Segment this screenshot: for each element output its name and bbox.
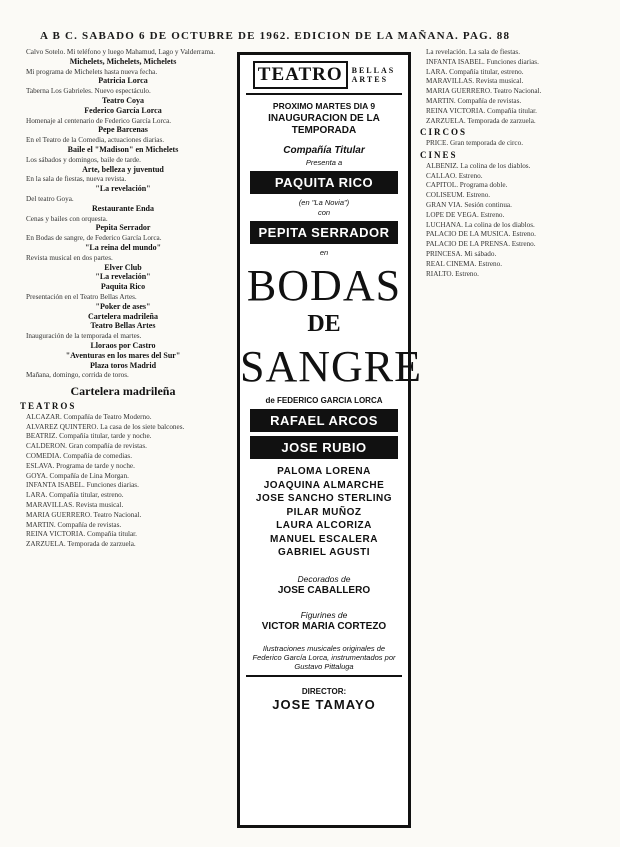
sets-name: JOSE CABALLERO: [277, 584, 371, 596]
listing-text: Los sábados y domingos, baile de tarde.: [26, 155, 141, 164]
star-3-banner: RAFAEL ARCOS: [250, 409, 398, 432]
cast-member: JOAQUINA ALMARCHE: [263, 479, 385, 491]
cast-member: JOSE SANCHO STERLING: [255, 493, 393, 504]
cast-member: MANUEL ESCALERA: [270, 533, 378, 545]
listing-text: BEATRIZ. Compañía titular, tarde y noche.: [26, 432, 152, 441]
logo-sub-2: ARTES: [351, 75, 389, 84]
listing-text: Inauguración de la temporada el martes.: [26, 332, 142, 341]
listing-title: Teatro Coya: [102, 95, 144, 105]
listing-text: ESLAVA. Programa de tarde y noche.: [26, 461, 135, 470]
star-4-banner: JOSE RUBIO: [250, 436, 398, 459]
music-note: Ilustraciones musicales originales de Federico García Lorca, instrumentados por Gustavo Pittaluga: [252, 643, 396, 671]
listing-title: Pepita Serrador: [95, 223, 151, 233]
listing-title: Arte, belleza y juventud: [82, 164, 164, 174]
listing-title: "La revelación": [95, 272, 151, 282]
listing-text: Homenaje al centenario de Federico García Lorca.: [26, 116, 172, 125]
director-name: JOSE TAMAYO: [272, 696, 376, 712]
star-1-banner: PAQUITA RICO: [250, 171, 398, 194]
listing-title: Baile el "Madison" en Michelets: [67, 144, 179, 154]
play-title-2: DE: [307, 311, 341, 337]
with-line: con: [317, 208, 331, 217]
right-column-listings: [420, 48, 610, 838]
listing-text: INFANTA ISABEL. Funciones diarias.: [426, 57, 539, 66]
listing-title: Cartelera madrileña: [88, 311, 158, 321]
listing-text: En la sala de fiestas, nueva revista.: [26, 175, 127, 184]
listing-title: "La revelación": [95, 184, 151, 194]
listing-text: REINA VICTORIA. Compañía titular.: [426, 106, 537, 115]
presents-line: Presenta a: [305, 158, 343, 167]
divider: [246, 675, 402, 677]
listing-title: Michelets, Michelets, Michelets: [69, 56, 177, 66]
star-2-banner: PEPITA SERRADOR: [250, 221, 398, 244]
cast-list: [240, 465, 408, 560]
listing-text: MARAVILLAS. Revista musical.: [26, 501, 124, 510]
listing-text: RIALTO. Estreno.: [426, 269, 479, 278]
costumes-label: Figurines de: [300, 609, 348, 620]
listing-text: CALDERON. Gran compañía de revistas.: [26, 442, 147, 451]
listing-text: MARIA GUERRERO. Teatro Nacional.: [26, 510, 142, 519]
listing-text: En Bodas de sangre, de Federico García Lorca.: [26, 234, 162, 243]
divider: [246, 93, 402, 95]
page-header: A B C. SABADO 6 DE OCTUBRE DE 1962. EDICION DE LA MAÑANA. PAG. 88: [40, 30, 511, 42]
listing-text: En el Teatro de la Comedia, actuaciones diarias.: [26, 136, 165, 145]
listing-title: Teatro Bellas Artes: [90, 321, 156, 331]
listing-title: Restaurante Enda: [91, 203, 154, 213]
listing-text: MARAVILLAS. Revista musical.: [426, 77, 524, 86]
costumes-name: VICTOR MARIA CORTEZO: [261, 620, 387, 632]
theater-advertisement: [237, 52, 423, 828]
listing-title: Lloraos por Castro: [90, 340, 156, 350]
star-1-note: (en "La Novia"): [298, 198, 350, 207]
listing-text: MARIA GUERRERO. Teatro Nacional.: [426, 87, 542, 96]
section-heading: CIRCOS: [420, 127, 468, 138]
left-column-listings: [20, 48, 226, 838]
in-line: en: [319, 248, 329, 257]
opening-line: INAUGURACION DE LA TEMPORADA: [268, 113, 380, 136]
logo-sub-1: BELLAS: [351, 66, 396, 75]
cast-member: PALOMA LORENA: [277, 466, 371, 477]
play-title-1: BODAS: [246, 261, 402, 310]
listing-text: Presentación en el Teatro Bellas Artes.: [26, 292, 137, 301]
listing-title: Cartelera madrileña: [70, 384, 176, 399]
listing-text: CALLAO. Estreno.: [426, 171, 483, 180]
listing-text: ZARZUELA. Temporada de zarzuela.: [26, 540, 136, 549]
listing-title: Plaza toros Madrid: [89, 360, 157, 370]
logo-main: TEATRO: [253, 61, 348, 89]
listing-text: PALACIO DE LA PRENSA. Estreno.: [426, 240, 536, 249]
theater-logo: [240, 61, 408, 89]
listing-text: REINA VICTORIA. Compañía titular.: [26, 530, 137, 539]
listing-title: Paquita Rico: [100, 282, 146, 292]
listing-text: LOPE DE VEGA. Estreno.: [426, 210, 505, 219]
listing-text: CAPITOL. Programa doble.: [426, 181, 508, 190]
listing-text: Calvo Sotelo. Mi teléfono y luego Mahamud, Lago y Valderrama.: [26, 48, 216, 56]
listing-text: GOYA. Compañía de Lina Morgan.: [26, 471, 129, 480]
sets-label: Decorados de: [297, 573, 351, 584]
section-heading: TEATROS: [20, 401, 77, 412]
listing-title: "Poker de ases": [95, 301, 151, 311]
date-line: PROXIMO MARTES DIA 9: [272, 101, 376, 111]
listing-text: REAL CINEMA. Estreno.: [426, 259, 502, 268]
section-heading: CINES: [420, 149, 458, 160]
listing-text: INFANTA ISABEL. Funciones diarias.: [26, 481, 139, 490]
listing-text: La revelación. La sala de fiestas.: [426, 48, 520, 56]
listing-text: Taberna Los Gabrieles. Nuevo espectáculo.: [26, 87, 151, 96]
listing-text: PALACIO DE LA MUSICA. Estreno.: [426, 230, 536, 239]
listing-title: Pepe Barcenas: [98, 125, 148, 135]
listing-text: GRAN VIA. Sesión continua.: [426, 200, 512, 209]
listing-text: Revista musical en dos partes.: [26, 253, 113, 262]
cast-member: LAURA ALCORIZA: [276, 520, 372, 531]
listing-text: COMEDIA. Compañía de comedias.: [26, 452, 132, 461]
listing-text: LARA. Compañía titular, estreno.: [426, 67, 524, 76]
listing-text: Mañana, domingo, corrida de toros.: [26, 371, 129, 380]
listing-text: PRICE. Gran temporada de circo.: [426, 139, 523, 148]
listing-text: ALBENIZ. La colina de los diablos.: [426, 161, 531, 170]
listing-text: Mi programa de Michelets hasta nueva fecha.: [26, 67, 158, 76]
listing-title: Patricia Lorca: [98, 76, 148, 86]
listing-text: ALCAZAR. Compañía de Teatro Moderno.: [26, 412, 152, 421]
company-line: Compañía Titular: [283, 145, 365, 156]
listing-text: ZARZUELA. Temporada de zarzuela.: [426, 116, 536, 125]
listing-text: MARTIN. Compañía de revistas.: [426, 96, 522, 105]
listing-text: MARTIN. Compañía de revistas.: [26, 520, 122, 529]
author-line: de FEDERICO GARCIA LORCA: [265, 396, 383, 405]
cast-member: GABRIEL AGUSTI: [277, 547, 370, 558]
listing-text: ALVAREZ QUINTERO. La casa de los siete balcones.: [26, 422, 185, 431]
listing-text: PRINCESA. Mi sábado.: [426, 249, 497, 258]
listing-text: Del teatro Goya.: [26, 194, 74, 203]
listing-text: LARA. Compañía titular, estreno.: [26, 491, 124, 500]
listing-text: Cenas y bailes con orquesta.: [26, 214, 108, 223]
logo-sub: [352, 66, 396, 84]
listing-title: Federico García Lorca: [84, 105, 162, 115]
listing-text: COLISEUM. Estreno.: [426, 191, 491, 200]
listing-text: LUCHANA. La colina de los diablos.: [426, 220, 535, 229]
listing-title: "La reina del mundo": [84, 242, 162, 252]
director-label: DIRECTOR:: [301, 686, 347, 696]
cast-member: PILAR MUÑOZ: [286, 506, 362, 518]
listing-title: "Aventuras en los mares del Sur": [65, 350, 181, 360]
listing-title: Elver Club: [104, 262, 142, 272]
play-title-3: SANGRE: [240, 342, 423, 391]
